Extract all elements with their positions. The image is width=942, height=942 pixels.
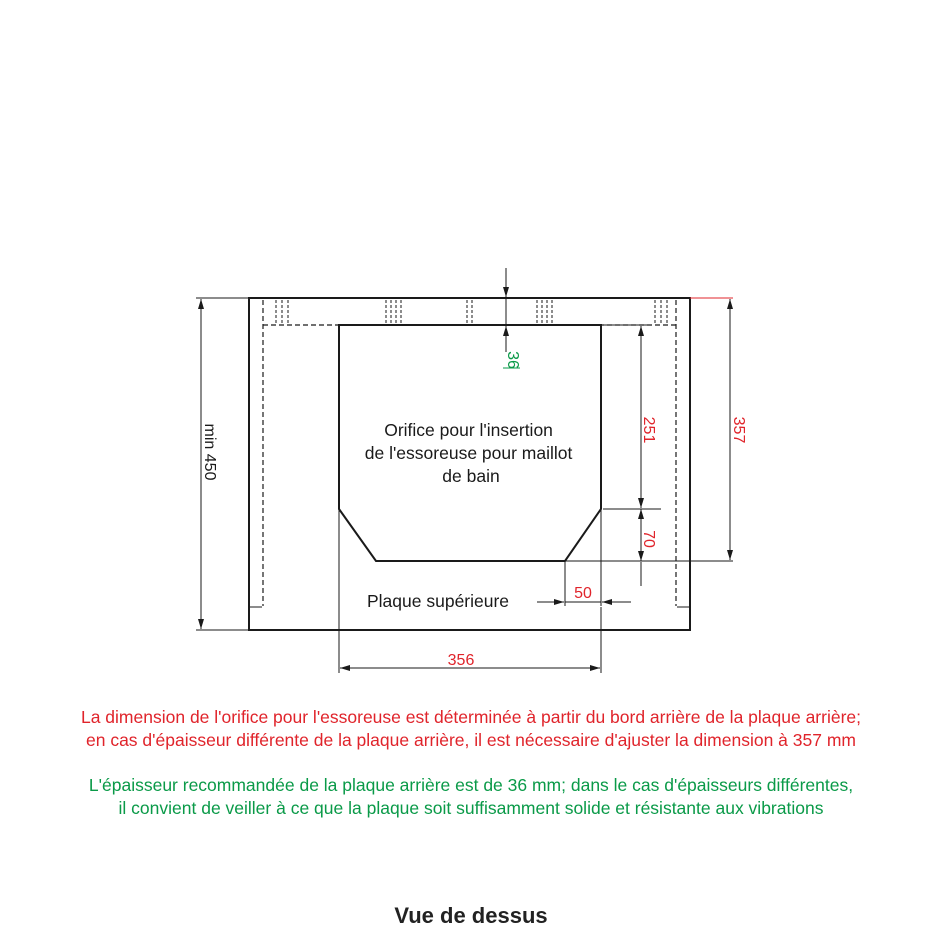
top-plate-outline (249, 298, 690, 630)
dimension-357-value: 357 (730, 416, 747, 444)
hidden-ribs (276, 300, 667, 323)
view-title: Vue de dessus (394, 903, 548, 928)
dimension-70 (640, 509, 657, 586)
dimension-min-450 (196, 298, 249, 630)
dimension-251-value: 251 (640, 416, 657, 444)
dimension-50-value: 50 (574, 585, 592, 602)
dimension-min-450-value: min 450 (201, 423, 218, 481)
dimension-356-value: 356 (447, 652, 475, 669)
green-note (0, 774, 942, 820)
green-note-line-1: L'épaisseur recommandée de la plaque arrière est de 36 mm; dans le cas d'épaisseurs différentes, (88, 775, 854, 795)
red-note-line-2: en cas d'épaisseur différente de la plaque arrière, il est nécessaire d'ajuster la dimension à 357 mm (86, 730, 856, 750)
dimension-50 (537, 509, 631, 606)
dimension-251 (602, 325, 661, 509)
dimension-70-value: 70 (640, 530, 657, 548)
green-note-line-2: il convient de veiller à ce que la plaque soit suffisamment solide et résistante aux vibrations (118, 798, 824, 818)
red-note (0, 706, 942, 752)
dimension-36-value: 36 (504, 351, 521, 369)
red-note-line-1: La dimension de l'orifice pour l'essoreuse est déterminée à partir du bord arrière de la plaque arrière; (80, 707, 862, 727)
orifice-label: Orifice pour l'insertion de l'essoreuse pour maillot de bain (364, 420, 573, 486)
dimension-36 (503, 268, 521, 369)
top-plate-label: Plaque supérieure (367, 591, 510, 611)
